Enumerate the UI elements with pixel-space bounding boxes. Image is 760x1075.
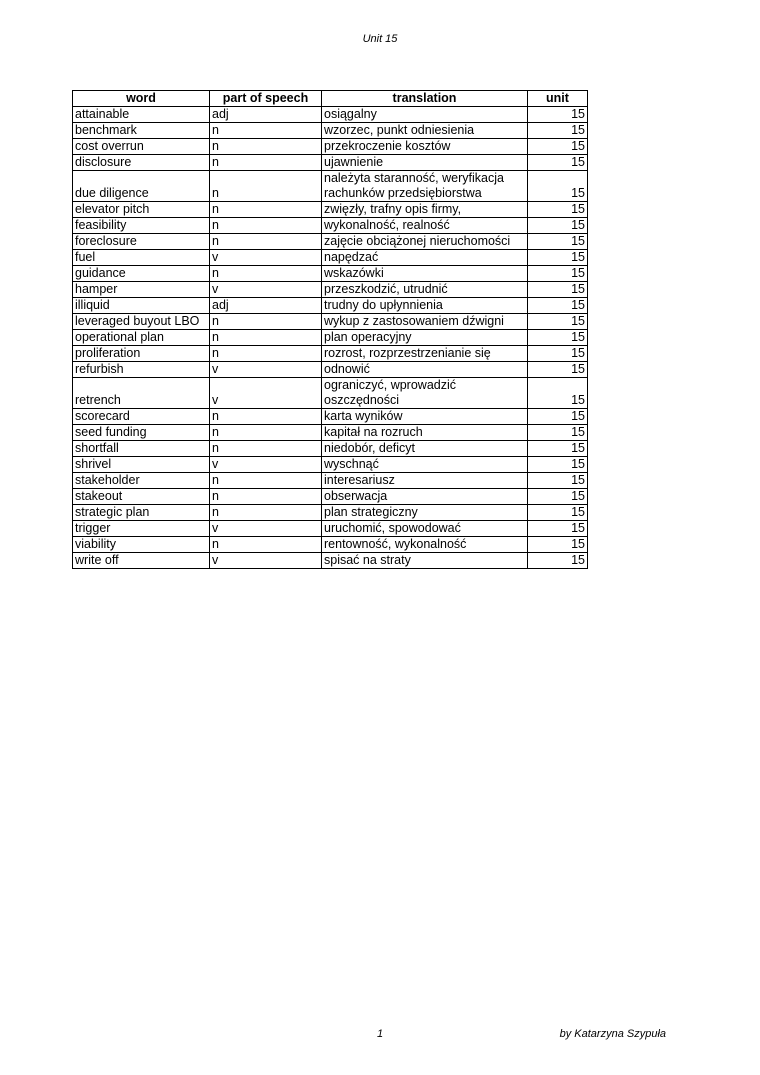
column-header-unit: unit xyxy=(528,91,588,107)
table-row xyxy=(73,346,588,362)
cell-word: shortfall xyxy=(73,441,210,457)
cell-part-of-speech: n xyxy=(210,537,322,553)
cell-part-of-speech: n xyxy=(210,171,322,202)
cell-part-of-speech: v xyxy=(210,282,322,298)
table-row xyxy=(73,330,588,346)
table-row xyxy=(73,123,588,139)
cell-part-of-speech: n xyxy=(210,123,322,139)
cell-part-of-speech: n xyxy=(210,155,322,171)
cell-unit: 15 xyxy=(528,298,588,314)
cell-unit: 15 xyxy=(528,553,588,569)
cell-part-of-speech: adj xyxy=(210,298,322,314)
column-header-word: word xyxy=(73,91,210,107)
cell-part-of-speech: n xyxy=(210,266,322,282)
cell-part-of-speech: v xyxy=(210,521,322,537)
table-row xyxy=(73,155,588,171)
author-credit: by Katarzyna Szypuła xyxy=(559,1028,666,1040)
cell-translation: plan operacyjny xyxy=(322,330,528,346)
cell-word: cost overrun xyxy=(73,139,210,155)
cell-translation: trudny do upłynnienia xyxy=(322,298,528,314)
table-row xyxy=(73,378,588,409)
cell-unit: 15 xyxy=(528,314,588,330)
table-row xyxy=(73,282,588,298)
cell-translation: zwięzły, trafny opis firmy, xyxy=(322,202,528,218)
cell-unit: 15 xyxy=(528,537,588,553)
table-body xyxy=(73,107,588,569)
table-row xyxy=(73,505,588,521)
cell-part-of-speech: n xyxy=(210,314,322,330)
table-row xyxy=(73,489,588,505)
table-row xyxy=(73,298,588,314)
table-row xyxy=(73,457,588,473)
cell-part-of-speech: n xyxy=(210,330,322,346)
page-title: Unit 15 xyxy=(362,33,398,45)
cell-translation: rentowność, wykonalność xyxy=(322,537,528,553)
cell-word: elevator pitch xyxy=(73,202,210,218)
cell-part-of-speech: v xyxy=(210,378,322,409)
cell-part-of-speech: v xyxy=(210,457,322,473)
cell-unit: 15 xyxy=(528,202,588,218)
cell-word: fuel xyxy=(73,250,210,266)
cell-translation: plan strategiczny xyxy=(322,505,528,521)
cell-word: hamper xyxy=(73,282,210,298)
table-row xyxy=(73,266,588,282)
table-row xyxy=(73,250,588,266)
cell-part-of-speech: n xyxy=(210,409,322,425)
column-header-translation: translation xyxy=(322,91,528,107)
cell-part-of-speech: n xyxy=(210,505,322,521)
cell-part-of-speech: n xyxy=(210,489,322,505)
table-row xyxy=(73,234,588,250)
table-row xyxy=(73,218,588,234)
table-header-row xyxy=(73,91,588,107)
cell-translation: obserwacja xyxy=(322,489,528,505)
cell-unit: 15 xyxy=(528,330,588,346)
cell-translation: odnowić xyxy=(322,362,528,378)
cell-unit: 15 xyxy=(528,473,588,489)
cell-translation: wzorzec, punkt odniesienia xyxy=(322,123,528,139)
cell-translation: karta wyników xyxy=(322,409,528,425)
cell-unit: 15 xyxy=(528,521,588,537)
cell-unit: 15 xyxy=(528,346,588,362)
cell-word: illiquid xyxy=(73,298,210,314)
cell-translation: przeszkodzić, utrudnić xyxy=(322,282,528,298)
page-number: 1 xyxy=(376,1028,384,1040)
cell-unit: 15 xyxy=(528,362,588,378)
cell-word: foreclosure xyxy=(73,234,210,250)
cell-unit: 15 xyxy=(528,409,588,425)
table-row xyxy=(73,139,588,155)
cell-translation: wyschnąć xyxy=(322,457,528,473)
cell-translation: niedobór, deficyt xyxy=(322,441,528,457)
table-row xyxy=(73,553,588,569)
cell-translation: spisać na straty xyxy=(322,553,528,569)
cell-part-of-speech: n xyxy=(210,234,322,250)
cell-part-of-speech: v xyxy=(210,553,322,569)
cell-word: write off xyxy=(73,553,210,569)
table-row xyxy=(73,107,588,123)
cell-part-of-speech: n xyxy=(210,425,322,441)
cell-word: refurbish xyxy=(73,362,210,378)
cell-unit: 15 xyxy=(528,266,588,282)
cell-unit: 15 xyxy=(528,457,588,473)
cell-word: leveraged buyout LBO xyxy=(73,314,210,330)
cell-word: trigger xyxy=(73,521,210,537)
cell-unit: 15 xyxy=(528,425,588,441)
cell-unit: 15 xyxy=(528,234,588,250)
cell-translation: zajęcie obciążonej nieruchomości xyxy=(322,234,528,250)
cell-part-of-speech: n xyxy=(210,218,322,234)
table-row xyxy=(73,362,588,378)
table-row xyxy=(73,425,588,441)
cell-translation: kapitał na rozruch xyxy=(322,425,528,441)
cell-unit: 15 xyxy=(528,489,588,505)
cell-unit: 15 xyxy=(528,250,588,266)
cell-part-of-speech: n xyxy=(210,202,322,218)
cell-word: feasibility xyxy=(73,218,210,234)
cell-word: seed funding xyxy=(73,425,210,441)
cell-unit: 15 xyxy=(528,378,588,409)
cell-part-of-speech: n xyxy=(210,473,322,489)
table-row xyxy=(73,314,588,330)
cell-part-of-speech: n xyxy=(210,139,322,155)
cell-translation: interesariusz xyxy=(322,473,528,489)
cell-word: scorecard xyxy=(73,409,210,425)
cell-part-of-speech: n xyxy=(210,441,322,457)
cell-word: guidance xyxy=(73,266,210,282)
cell-unit: 15 xyxy=(528,107,588,123)
cell-translation: osiągalny xyxy=(322,107,528,123)
cell-unit: 15 xyxy=(528,505,588,521)
cell-word: strategic plan xyxy=(73,505,210,521)
cell-word: attainable xyxy=(73,107,210,123)
cell-word: viability xyxy=(73,537,210,553)
table-row xyxy=(73,202,588,218)
cell-translation: wykup z zastosowaniem dźwigni xyxy=(322,314,528,330)
cell-word: stakeholder xyxy=(73,473,210,489)
cell-word: benchmark xyxy=(73,123,210,139)
cell-part-of-speech: adj xyxy=(210,107,322,123)
cell-unit: 15 xyxy=(528,171,588,202)
cell-unit: 15 xyxy=(528,441,588,457)
cell-word: operational plan xyxy=(73,330,210,346)
cell-translation: rozrost, rozprzestrzenianie się xyxy=(322,346,528,362)
cell-word: due diligence xyxy=(73,171,210,202)
table-row xyxy=(73,441,588,457)
cell-word: stakeout xyxy=(73,489,210,505)
cell-translation: wykonalność, realność xyxy=(322,218,528,234)
cell-word: proliferation xyxy=(73,346,210,362)
vocabulary-table xyxy=(72,90,588,569)
cell-unit: 15 xyxy=(528,139,588,155)
cell-translation: wskazówki xyxy=(322,266,528,282)
table-row xyxy=(73,171,588,202)
cell-translation: ograniczyć, wprowadzić oszczędności xyxy=(322,378,528,409)
cell-translation: uruchomić, spowodować xyxy=(322,521,528,537)
cell-unit: 15 xyxy=(528,282,588,298)
column-header-part-of-speech: part of speech xyxy=(210,91,322,107)
cell-unit: 15 xyxy=(528,155,588,171)
cell-translation: przekroczenie kosztów xyxy=(322,139,528,155)
cell-part-of-speech: v xyxy=(210,362,322,378)
cell-translation: ujawnienie xyxy=(322,155,528,171)
table-row xyxy=(73,473,588,489)
cell-part-of-speech: v xyxy=(210,250,322,266)
cell-word: retrench xyxy=(73,378,210,409)
cell-unit: 15 xyxy=(528,218,588,234)
table-row xyxy=(73,521,588,537)
table-row xyxy=(73,409,588,425)
cell-unit: 15 xyxy=(528,123,588,139)
cell-word: shrivel xyxy=(73,457,210,473)
cell-translation: napędzać xyxy=(322,250,528,266)
cell-word: disclosure xyxy=(73,155,210,171)
cell-part-of-speech: n xyxy=(210,346,322,362)
table-row xyxy=(73,537,588,553)
cell-translation: należyta staranność, weryfikacja rachunków przedsiębiorstwa xyxy=(322,171,528,202)
